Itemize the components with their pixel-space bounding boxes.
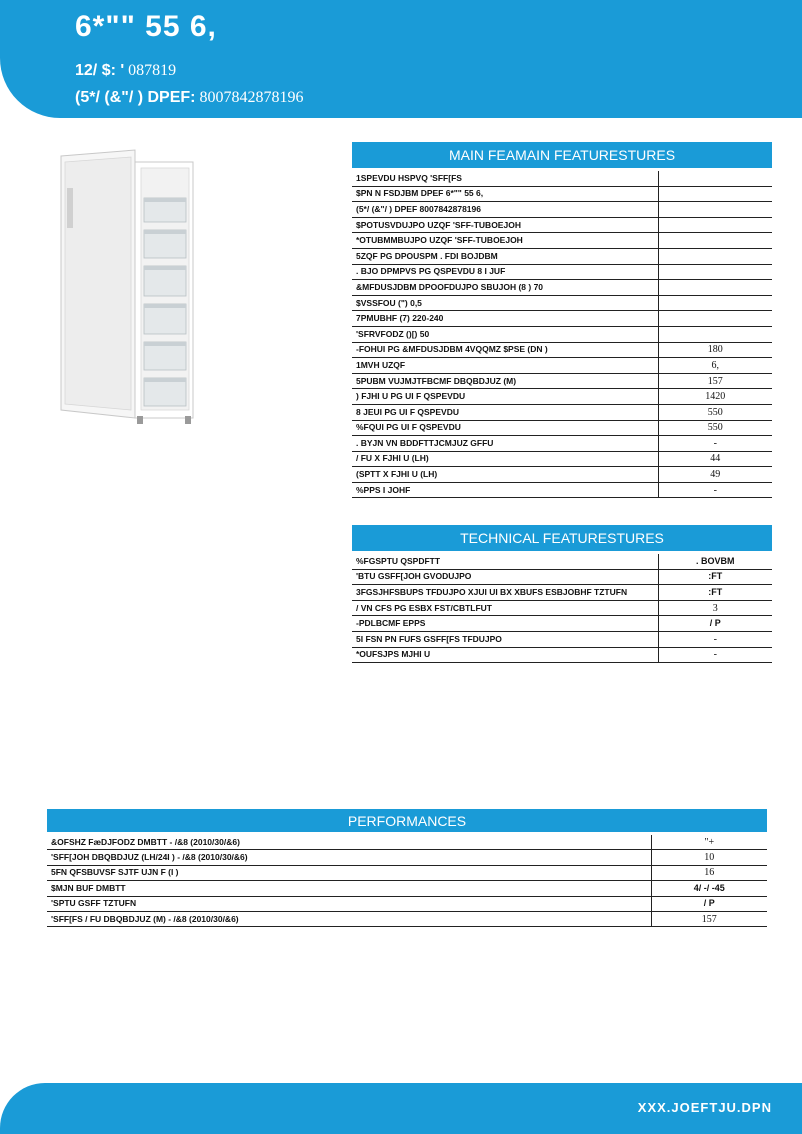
row-value-text: / P xyxy=(709,618,721,629)
row-value-text: 180 xyxy=(707,344,723,356)
row-label-text: $MJN BUF DMBTT xyxy=(51,882,126,893)
row-value xyxy=(651,865,767,880)
footer-website: XXX.JOEFTJU.DPN xyxy=(637,1100,772,1115)
row-label-text: *OUFSJPS MJHI U xyxy=(356,649,431,660)
row-label-text: 'SPTU GSFF TZTUFN xyxy=(51,898,137,909)
performances-table xyxy=(47,809,767,927)
row-value-text: 10 xyxy=(704,852,715,864)
table-row xyxy=(352,436,772,452)
row-value xyxy=(658,264,772,280)
row-value xyxy=(658,600,772,616)
row-value-text: 4/ -/ -45 xyxy=(693,882,725,893)
row-label xyxy=(352,342,658,358)
row-value xyxy=(658,280,772,296)
row-value xyxy=(658,467,772,483)
ean-code-line xyxy=(75,89,303,107)
row-value xyxy=(658,451,772,467)
row-value-text: 550 xyxy=(707,422,723,434)
row-value xyxy=(658,170,772,187)
row-label-text: $PN N FSDJBM DPEF 6*"" 55 6, xyxy=(356,188,484,199)
row-label-text: $VSSFOU (") 0,5 xyxy=(356,297,422,308)
table-row xyxy=(352,482,772,498)
row-value xyxy=(658,342,772,358)
table-row xyxy=(352,420,772,436)
row-label xyxy=(352,420,658,436)
row-label xyxy=(47,896,651,911)
row-label xyxy=(352,553,658,570)
table-row xyxy=(352,202,772,218)
row-label xyxy=(352,467,658,483)
main-features-heading: MAIN FEAMAIN FEATURESTURES xyxy=(352,142,772,170)
row-value xyxy=(651,896,767,911)
table-row xyxy=(352,585,772,601)
table-row xyxy=(352,616,772,632)
row-label-text: 5I FSN PN FUFS GSFF[FS TFDUJPO xyxy=(356,633,502,644)
footer-band xyxy=(0,1083,802,1134)
table-row xyxy=(47,881,767,896)
row-label-text: %FQUI PG UI F QSPEVDU xyxy=(356,422,461,433)
row-label-text: 5FN QFSBUVSF SJTF UJN F (I ) xyxy=(51,867,179,878)
row-label-text: (SPTT X FJHI U (LH) xyxy=(356,469,438,480)
row-value-text: 550 xyxy=(707,406,723,418)
row-value xyxy=(658,569,772,585)
row-value xyxy=(658,217,772,233)
table-row xyxy=(47,865,767,880)
table-row xyxy=(352,311,772,327)
row-label xyxy=(352,248,658,264)
table-row xyxy=(352,553,772,570)
row-label xyxy=(47,911,651,926)
row-label-text: 'SFF[FS / FU DBQBDJUZ (M) - /&8 (2010/30/&6) xyxy=(51,913,239,924)
table-row xyxy=(352,389,772,405)
table-row xyxy=(352,186,772,202)
row-value xyxy=(658,186,772,202)
table-row xyxy=(47,911,767,926)
row-value xyxy=(658,248,772,264)
row-value xyxy=(658,553,772,570)
row-value xyxy=(658,358,772,374)
row-label xyxy=(352,569,658,585)
row-value-text: :FT xyxy=(708,586,723,597)
row-label-text: / VN CFS PG ESBX FST/CBTLFUT xyxy=(356,602,493,613)
row-label-text: 7PMUBHF (7) 220-240 xyxy=(356,313,444,324)
row-label-text: (5*/ (&"/ ) DPEF 8007842878196 xyxy=(356,203,481,214)
row-value-text: 157 xyxy=(707,375,723,387)
row-label xyxy=(352,280,658,296)
ean-code-label: (5*/ (&"/ ) DPEF: xyxy=(75,89,196,106)
row-value xyxy=(651,834,767,850)
table-row xyxy=(352,342,772,358)
row-value xyxy=(658,647,772,663)
row-label xyxy=(352,233,658,249)
table-row xyxy=(352,248,772,264)
header-band xyxy=(0,0,802,118)
row-value xyxy=(658,631,772,647)
row-value-text: 1420 xyxy=(705,391,726,403)
row-value-text: - xyxy=(713,633,717,645)
table-row xyxy=(47,850,767,865)
row-label-text: %FGSPTU QSPDFTT xyxy=(356,555,441,566)
row-label xyxy=(352,186,658,202)
table-row xyxy=(352,217,772,233)
row-label xyxy=(352,311,658,327)
row-value-text: 157 xyxy=(701,913,717,925)
row-label xyxy=(47,834,651,850)
row-label xyxy=(352,482,658,498)
row-value xyxy=(658,233,772,249)
row-value xyxy=(651,911,767,926)
table-row xyxy=(352,451,772,467)
row-label-text: &MFDUSJDBM DPOOFDUJPO SBUJOH (8 ) 70 xyxy=(356,281,544,292)
row-value-text: 6, xyxy=(711,359,719,371)
row-label xyxy=(352,436,658,452)
row-value-text: - xyxy=(713,437,717,449)
row-value xyxy=(658,420,772,436)
ean-code-value: 8007842878196 xyxy=(199,89,304,106)
row-value-text: . BOVBM xyxy=(695,555,735,566)
row-value-text: 16 xyxy=(704,867,715,879)
row-value-text: :FT xyxy=(708,571,723,582)
performances-heading: PERFORMANCES xyxy=(47,809,767,834)
row-value xyxy=(658,202,772,218)
row-label-text: -FOHUI PG &MFDUSJDBM 4VQQMZ $PSE (DN ) xyxy=(356,344,548,355)
row-label xyxy=(352,373,658,389)
table-row xyxy=(47,896,767,911)
table-row xyxy=(352,600,772,616)
row-value xyxy=(658,404,772,420)
row-label xyxy=(352,585,658,601)
technical-features-heading: TECHNICAL FEATURESTURES xyxy=(352,525,772,553)
row-value-text: - xyxy=(713,649,717,661)
row-label xyxy=(352,451,658,467)
table-row xyxy=(352,467,772,483)
row-value xyxy=(658,326,772,342)
row-label-text: ) FJHI U PG UI F QSPEVDU xyxy=(356,391,466,402)
row-label-text: 1SPEVDU HSPVQ 'SFF[FS xyxy=(356,172,462,183)
row-value xyxy=(651,881,767,896)
row-label xyxy=(352,389,658,405)
row-value xyxy=(658,311,772,327)
row-value-text: - xyxy=(713,484,717,496)
table-row xyxy=(352,280,772,296)
row-label xyxy=(47,865,651,880)
row-value xyxy=(658,295,772,311)
row-label-text: 3FGSJHFSBUPS TFDUJPO XJUI UI BX XBUFS ESBJOBHF TZTUFN xyxy=(356,586,628,597)
row-label xyxy=(352,202,658,218)
row-label xyxy=(352,647,658,663)
table-row xyxy=(47,834,767,850)
row-value-text: 3 xyxy=(712,602,718,614)
row-label xyxy=(352,631,658,647)
row-label-text: . BYJN VN BDDFTTJCMJUZ GFFU xyxy=(356,437,494,448)
row-label-text: 'SFF[JOH DBQBDJUZ (LH/24I ) - /&8 (2010/30/&6) xyxy=(51,852,248,863)
row-label xyxy=(352,358,658,374)
row-label xyxy=(352,404,658,420)
table-row xyxy=(352,233,772,249)
row-value-text: / P xyxy=(703,898,715,909)
row-value xyxy=(658,616,772,632)
table-row xyxy=(352,631,772,647)
table-row xyxy=(352,358,772,374)
table-row xyxy=(352,264,772,280)
table-row xyxy=(352,373,772,389)
row-label-text: . BJO DPMPVS PG QSPEVDU 8 I JUF xyxy=(356,266,506,277)
row-label xyxy=(352,170,658,187)
table-row xyxy=(352,295,772,311)
row-label xyxy=(352,264,658,280)
row-label-text: &OFSHZ FæDJFODZ DMBTT - /&8 (2010/30/&6) xyxy=(51,836,240,847)
table-row xyxy=(352,569,772,585)
product-code-value: 087819 xyxy=(128,62,177,79)
table-row xyxy=(352,326,772,342)
row-value xyxy=(658,482,772,498)
row-label-text: *OTUBMMBUJPO UZQF 'SFF-TUBOEJOH xyxy=(356,235,523,246)
main-features-table xyxy=(352,142,772,498)
row-value xyxy=(658,436,772,452)
row-label xyxy=(352,600,658,616)
row-value-text: 49 xyxy=(710,469,721,481)
table-row xyxy=(352,404,772,420)
row-value xyxy=(658,373,772,389)
row-label-text: $POTUSVDUJPO UZQF 'SFF-TUBOEJOH xyxy=(356,219,521,230)
row-label xyxy=(47,881,651,896)
row-label xyxy=(352,295,658,311)
row-label xyxy=(47,850,651,865)
table-row xyxy=(352,647,772,663)
row-label-text: -PDLBCMF EPPS xyxy=(356,618,426,629)
row-label-text: / FU X FJHI U (LH) xyxy=(356,453,429,464)
product-title: 6*"" 55 6, xyxy=(75,10,217,43)
row-value-text: 44 xyxy=(710,453,721,465)
row-label-text: 1MVH UZQF xyxy=(356,359,406,370)
product-code-line xyxy=(75,62,176,80)
row-label xyxy=(352,616,658,632)
row-value xyxy=(658,585,772,601)
technical-features-table xyxy=(352,525,772,663)
row-value xyxy=(651,850,767,865)
row-label-text: 8 JEUI PG UI F QSPEVDU xyxy=(356,406,459,417)
freezer-product-image xyxy=(57,148,197,426)
product-code-label: 12/ $: ' xyxy=(75,62,125,79)
row-label-text: 'SFRVFODZ ()[) 50 xyxy=(356,328,430,339)
row-label-text: 'BTU GSFF[JOH GVODUJPO xyxy=(356,571,472,582)
row-value-text: "+ xyxy=(704,836,715,848)
row-label xyxy=(352,217,658,233)
table-row xyxy=(352,170,772,187)
row-label xyxy=(352,326,658,342)
row-label-text: %PPS I JOHF xyxy=(356,484,411,495)
row-label-text: 5ZQF PG DPOUSPM . FDI BOJDBM xyxy=(356,250,498,261)
row-value xyxy=(658,389,772,405)
row-label-text: 5PUBM VUJMJTFBCMF DBQBDJUZ (M) xyxy=(356,375,517,386)
